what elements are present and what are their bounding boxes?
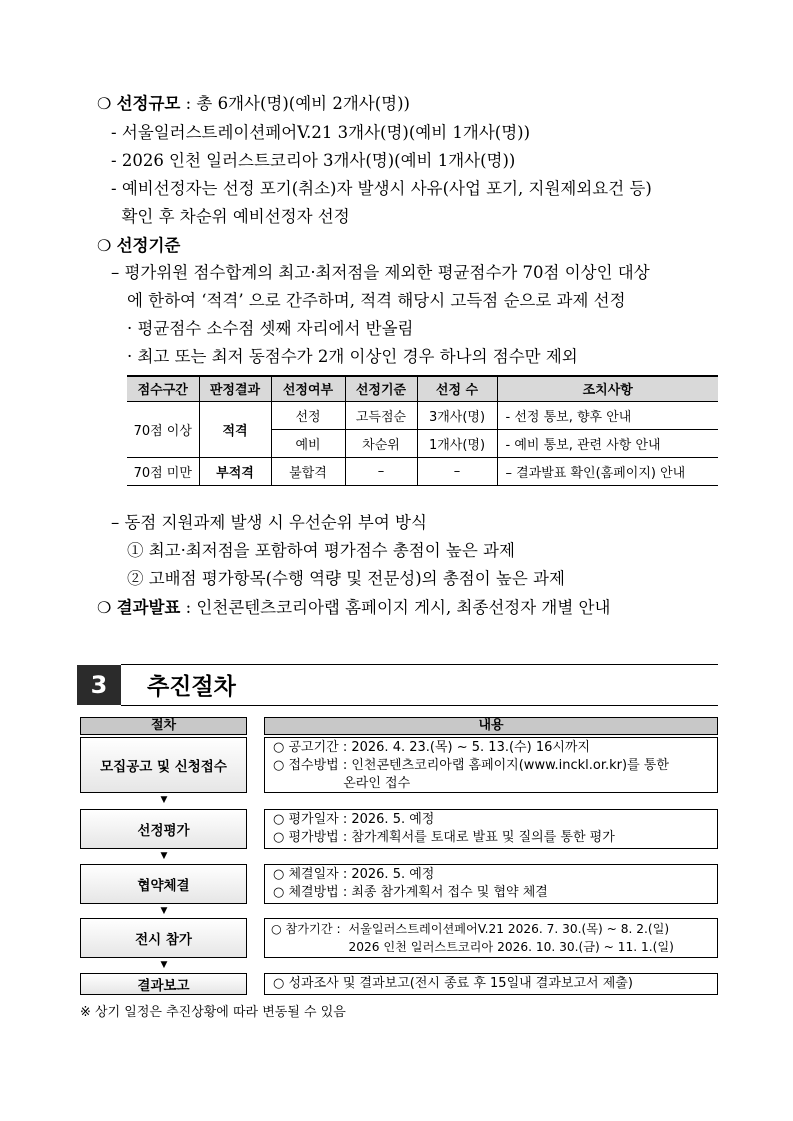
criteria-line-4: · 최고 또는 최저 동점수가 2개 이상인 경우 하나의 점수만 제외 xyxy=(127,347,578,366)
score-range-cell: 70점 미만 xyxy=(127,457,199,485)
criteria-line-2: 에 한하여 ‘적격’ 으로 간주하며, 적격 해당시 고득점 순으로 과제 선정 xyxy=(127,291,626,310)
schedule-note: ※ 상기 일정은 추진상황에 따라 변동될 수 있음 xyxy=(80,1005,346,1020)
section-bottom-rule xyxy=(121,705,718,706)
criteria-line-1: – 평가위원 점수합계의 최고·최저점을 제외한 평균점수가 70점 이상인 대상 xyxy=(111,263,650,282)
section-top-rule xyxy=(121,664,718,665)
scale-item-1: - 서울일러스트레이션페어V.21 3개사(명)(예비 1개사(명)) xyxy=(111,123,531,142)
scale-item-2: - 2026 인천 일러스트코리아 3개사(명)(예비 1개사(명)) xyxy=(111,151,516,170)
status-cell: 선정 xyxy=(271,401,345,429)
table-header: 판정결과 xyxy=(199,376,271,401)
desc-line: ○ 참가기간 : 서울일러스트레이션페어V.21 2026. 7. 30.(목) ~ 8. 2.(일) xyxy=(271,922,670,936)
announce-heading-text: : 인천콘텐츠코리아랩 홈페이지 게시, 최종선정자 개별 안내 xyxy=(180,598,611,617)
table-row xyxy=(127,401,718,429)
count-cell: 3개사(명) xyxy=(417,401,497,429)
down-arrow-icon: ▼ xyxy=(160,851,168,861)
desc-line: ○ 체결일자 : 2026. 5. 예정 xyxy=(273,867,435,882)
scale-item-4: 확인 후 차순위 예비선정자 선정 xyxy=(111,207,350,226)
scale-heading: 선정규모 xyxy=(116,94,181,113)
section-title: 추진절차 xyxy=(147,674,236,700)
procedure-desc-exhibition xyxy=(264,918,718,958)
section-number: 3 xyxy=(77,665,121,705)
score-range-cell: 70점 이상 xyxy=(127,401,199,457)
scale-heading-line xyxy=(97,93,410,115)
table-header: 점수구간 xyxy=(127,376,199,401)
desc-line: ○ 평가방법 : 참가계획서를 토대로 발표 및 질의를 통한 평가 xyxy=(273,830,615,845)
circle-bullet-icon: ❍ xyxy=(97,598,112,617)
criteria-line-3: · 평균점수 소수점 셋째 자리에서 반올림 xyxy=(127,319,414,338)
desc-line: ○ 접수방법 : 인천콘텐츠코리아랩 홈페이지(www.inckl.or.kr)를 통한 xyxy=(273,758,669,773)
table-header: 선정여부 xyxy=(271,376,345,401)
procedure-desc-report xyxy=(264,973,718,995)
down-arrow-icon: ▼ xyxy=(160,795,168,805)
count-cell: – xyxy=(417,457,497,485)
result-cell: 적격 xyxy=(199,401,271,457)
criteria-heading-line xyxy=(97,235,180,257)
basis-cell: – xyxy=(345,457,417,485)
procedure-step-header: 절차 xyxy=(80,717,247,735)
table-row xyxy=(127,457,718,485)
procedure-step-recruitment: 모집공고 및 신청접수 xyxy=(80,737,247,793)
table-header: 선정기준 xyxy=(345,376,417,401)
selection-table xyxy=(127,375,718,486)
action-cell: – 결과발표 확인(홈페이지) 안내 xyxy=(497,457,718,485)
tie-item-2: ② 고배점 평가항목(수행 역량 및 전문성)의 총점이 높은 과제 xyxy=(127,569,565,588)
table-header: 선정 수 xyxy=(417,376,497,401)
desc-line: ○ 평가일자 : 2026. 5. 예정 xyxy=(273,812,435,827)
table-header-row xyxy=(127,376,718,401)
desc-line: ○ 공고기간 : 2026. 4. 23.(목) ~ 5. 13.(수) 16시까지 xyxy=(273,740,591,755)
status-cell: 불합격 xyxy=(271,457,345,485)
action-cell: - 선정 통보, 향후 안내 xyxy=(497,401,718,429)
basis-cell: 차순위 xyxy=(345,429,417,457)
result-cell: 부적격 xyxy=(199,457,271,485)
procedure-content-header: 내용 xyxy=(264,717,718,735)
scale-heading-text: : 총 6개사(명)(예비 2개사(명)) xyxy=(180,94,410,113)
announce-heading: 결과발표 xyxy=(116,598,181,617)
circle-bullet-icon: ❍ xyxy=(97,94,112,113)
action-cell: - 예비 통보, 관련 사항 안내 xyxy=(497,429,718,457)
desc-line: ○ 성과조사 및 결과보고(전시 종료 후 15일내 결과보고서 제출) xyxy=(273,976,633,991)
procedure-step-agreement: 협약체결 xyxy=(80,864,247,904)
procedure-desc-evaluation xyxy=(264,809,718,849)
circle-bullet-icon: ❍ xyxy=(97,236,112,255)
table-header: 조치사항 xyxy=(497,376,718,401)
procedure-step-report: 결과보고 xyxy=(80,973,247,995)
procedure-step-evaluation: 선정평가 xyxy=(80,809,247,849)
basis-cell: 고득점순 xyxy=(345,401,417,429)
procedure-desc-recruitment xyxy=(264,737,718,793)
criteria-heading: 선정기준 xyxy=(116,236,181,255)
down-arrow-icon: ▼ xyxy=(160,960,168,970)
tie-heading: – 동점 지원과제 발생 시 우선순위 부여 방식 xyxy=(111,513,427,532)
procedure-desc-agreement xyxy=(264,864,718,904)
announce-heading-line xyxy=(97,597,610,619)
down-arrow-icon: ▼ xyxy=(160,906,168,916)
desc-line: 2026 인천 일러스트코리아 2026. 10. 30.(금) ~ 11. 1.(일) xyxy=(271,940,674,954)
desc-line: 온라인 접수 xyxy=(273,776,411,791)
count-cell: 1개사(명) xyxy=(417,429,497,457)
tie-item-1: ① 최고·최저점을 포함하여 평가점수 총점이 높은 과제 xyxy=(127,541,515,560)
desc-line: ○ 체결방법 : 최종 참가계획서 접수 및 협약 체결 xyxy=(273,885,548,900)
status-cell: 예비 xyxy=(271,429,345,457)
procedure-step-exhibition: 전시 참가 xyxy=(80,918,247,958)
scale-item-3: - 예비선정자는 선정 포기(취소)자 발생시 사유(사업 포기, 지원제외요건 등) xyxy=(111,179,652,198)
